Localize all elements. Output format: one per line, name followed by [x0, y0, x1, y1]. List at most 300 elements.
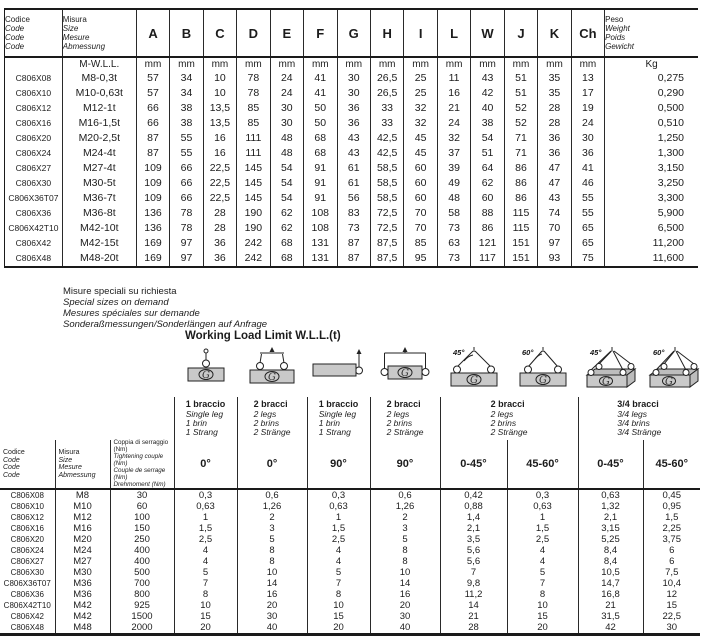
- torque-cell: 60: [110, 501, 174, 512]
- wll-value-cell: 4: [174, 556, 237, 567]
- dim-col-header: J: [504, 9, 537, 57]
- dim-value-cell: 21: [437, 101, 470, 116]
- torque-cell: 1500: [110, 611, 174, 622]
- dim-value-cell: 57: [136, 86, 169, 101]
- size-cell: M42: [55, 611, 110, 622]
- size-cell: M36-7t: [62, 191, 136, 206]
- wll-value-cell: 10: [370, 567, 440, 578]
- dim-value-cell: 190: [237, 221, 270, 236]
- size-cell: M27: [55, 556, 110, 567]
- wll-value-cell: 15: [174, 611, 237, 622]
- wll-value-cell: 22,5: [643, 611, 700, 622]
- dim-value-cell: 36: [203, 251, 236, 267]
- angle-col-header: 45-60°: [507, 440, 578, 489]
- code-cell: C806X42: [10, 612, 44, 622]
- dim-value-cell: 25: [404, 86, 437, 101]
- wll-value-cell: 1,5: [507, 523, 578, 534]
- dim-value-cell: 66: [170, 176, 203, 191]
- dim-value-cell: 65: [571, 236, 604, 251]
- table-row: [5, 131, 699, 146]
- wll-value-cell: 2,5: [507, 534, 578, 545]
- wll-value-cell: 30: [643, 622, 700, 635]
- dim-value-cell: 42: [471, 86, 504, 101]
- wll-value-cell: 2,5: [307, 534, 370, 545]
- wll-value-cell: 2,5: [174, 534, 237, 545]
- weight-cell: 0,500: [605, 101, 698, 116]
- code-cell: C806X20: [10, 535, 44, 545]
- dim-value-cell: 41: [304, 71, 337, 86]
- angle-col-header: 90°: [307, 440, 370, 489]
- torque-cell: 30: [110, 489, 174, 501]
- dim-value-cell: 28: [203, 206, 236, 221]
- dim-value-cell: 66: [170, 161, 203, 176]
- dim-value-cell: 85: [237, 116, 270, 131]
- code-cell: C806X42T10: [3, 601, 51, 611]
- wll-value-cell: 5,6: [440, 545, 507, 556]
- wll-value-cell: 5,6: [440, 556, 507, 567]
- dim-value-cell: 47: [538, 161, 571, 176]
- dimensions-table: [4, 8, 698, 268]
- size-cell: M20-2,5t: [62, 131, 136, 146]
- wll-value-cell: 40: [237, 622, 307, 635]
- wll-value-cell: 4: [307, 556, 370, 567]
- wll-value-cell: 20: [507, 622, 578, 635]
- code-cell: C806X30: [15, 178, 52, 188]
- angle-col-header: 0°: [237, 440, 307, 489]
- wll-value-cell: 7: [174, 578, 237, 589]
- dim-col-header: K: [538, 9, 571, 57]
- wll-value-cell: 20: [370, 600, 440, 611]
- size-cell: M12-1t: [62, 101, 136, 116]
- dim-value-cell: 71: [504, 146, 537, 161]
- codice-header: Codice Code Code Code: [5, 9, 63, 57]
- peso-header: Peso Weight Poids Gewicht: [605, 9, 698, 57]
- dim-value-cell: 55: [170, 131, 203, 146]
- dim-value-cell: 33: [370, 116, 403, 131]
- dim-col-header: G: [337, 9, 370, 57]
- dim-value-cell: 74: [538, 206, 571, 221]
- size-cell: M30-5t: [62, 176, 136, 191]
- dim-value-cell: 38: [471, 116, 504, 131]
- dim-value-cell: 73: [337, 221, 370, 236]
- dim-value-cell: 115: [504, 221, 537, 236]
- weight-cell: 1,300: [605, 146, 698, 161]
- dim-value-cell: 93: [538, 251, 571, 267]
- dim-col-header: C: [203, 9, 236, 57]
- size-cell: M30: [55, 567, 110, 578]
- dim-value-cell: 11: [437, 71, 470, 86]
- dim-value-cell: 26,5: [370, 86, 403, 101]
- dim-value-cell: 109: [136, 176, 169, 191]
- weight-cell: 0,290: [605, 86, 698, 101]
- dim-value-cell: 109: [136, 161, 169, 176]
- dim-value-cell: 72,5: [370, 221, 403, 236]
- dim-value-cell: 30: [270, 101, 303, 116]
- table-row: [5, 206, 699, 221]
- dim-value-cell: 24: [270, 71, 303, 86]
- wll-value-cell: 11,2: [440, 589, 507, 600]
- dim-value-cell: 22,5: [203, 191, 236, 206]
- wll-value-cell: 20: [307, 622, 370, 635]
- wll-value-cell: 1: [507, 512, 578, 523]
- dim-value-cell: 145: [237, 161, 270, 176]
- dim-value-cell: 51: [504, 71, 537, 86]
- dim-value-cell: 32: [404, 101, 437, 116]
- size-cell: M10-0,63t: [62, 86, 136, 101]
- size-cell: M16: [55, 523, 110, 534]
- code-cell: C806X42T10: [8, 223, 59, 233]
- wll-value-cell: 0,6: [370, 489, 440, 501]
- dim-value-cell: 34: [170, 71, 203, 86]
- svg-text:G: G: [538, 375, 547, 386]
- table-row: [0, 501, 700, 512]
- dim-value-cell: 62: [270, 206, 303, 221]
- dim-value-cell: 83: [337, 206, 370, 221]
- table-row: [0, 534, 700, 545]
- dim-col-header: E: [270, 9, 303, 57]
- dim-value-cell: 91: [304, 161, 337, 176]
- dim-value-cell: 86: [504, 176, 537, 191]
- svg-text:G: G: [469, 375, 478, 386]
- wll-value-cell: 16: [237, 589, 307, 600]
- dim-value-cell: 52: [504, 101, 537, 116]
- dim-value-cell: 36: [538, 146, 571, 161]
- svg-text:45°: 45°: [452, 348, 464, 357]
- misura-header: Misura Size Mesure Abmessung: [62, 9, 136, 57]
- sling-single-leg-90deg-icon: [309, 346, 369, 392]
- table-row: [5, 236, 699, 251]
- dim-col-header: I: [404, 9, 437, 57]
- codice-header: Codice Code Code Code: [0, 440, 55, 489]
- size-cell: M36: [55, 589, 110, 600]
- wll-value-cell: 1,4: [440, 512, 507, 523]
- dim-value-cell: 30: [337, 86, 370, 101]
- wll-value-cell: 31,5: [578, 611, 643, 622]
- wll-value-cell: 40: [370, 622, 440, 635]
- dim-value-cell: 91: [304, 191, 337, 206]
- angle-header-row: [0, 440, 700, 489]
- dim-value-cell: 62: [471, 176, 504, 191]
- dim-value-cell: 87: [337, 236, 370, 251]
- dim-value-cell: 33: [370, 101, 403, 116]
- dim-value-cell: 19: [571, 101, 604, 116]
- dim-value-cell: 52: [504, 116, 537, 131]
- sling-two-legs-45deg-icon: [444, 346, 504, 392]
- wll-value-cell: 0,6: [237, 489, 307, 501]
- code-cell: C806X12: [10, 513, 44, 523]
- dim-value-cell: 22,5: [203, 161, 236, 176]
- dim-value-cell: 38: [170, 101, 203, 116]
- angle-col-header: 45-60°: [643, 440, 700, 489]
- dim-value-cell: 68: [304, 146, 337, 161]
- wll-value-cell: 15: [643, 600, 700, 611]
- wll-value-cell: 1: [307, 512, 370, 523]
- dim-value-cell: 86: [471, 221, 504, 236]
- dim-value-cell: 85: [237, 101, 270, 116]
- size-cell: M27-4t: [62, 161, 136, 176]
- dim-value-cell: 88: [471, 206, 504, 221]
- dim-col-header: Ch: [571, 9, 604, 57]
- dim-col-header: L: [437, 9, 470, 57]
- wll-value-cell: 9,8: [440, 578, 507, 589]
- dim-value-cell: 66: [136, 101, 169, 116]
- size-cell: M16-1,5t: [62, 116, 136, 131]
- dim-value-cell: 32: [437, 131, 470, 146]
- dimensions-header-row: [5, 9, 699, 57]
- dim-value-cell: 36: [337, 101, 370, 116]
- dim-value-cell: 10: [203, 86, 236, 101]
- dim-value-cell: 65: [571, 221, 604, 236]
- wll-value-cell: 0,45: [643, 489, 700, 501]
- code-cell: C806X24: [10, 546, 44, 556]
- wll-value-cell: 2: [237, 512, 307, 523]
- table-row: [5, 71, 699, 86]
- dim-value-cell: 85: [404, 236, 437, 251]
- dim-value-cell: 58,5: [370, 191, 403, 206]
- dim-value-cell: 42,5: [370, 146, 403, 161]
- dim-value-cell: 35: [538, 86, 571, 101]
- wll-value-cell: 16,8: [578, 589, 643, 600]
- dim-value-cell: 87: [337, 251, 370, 267]
- dim-value-cell: 47: [538, 176, 571, 191]
- dim-value-cell: 46: [571, 176, 604, 191]
- dim-value-cell: 36: [337, 116, 370, 131]
- dim-value-cell: 55: [170, 146, 203, 161]
- dim-value-cell: 48: [437, 191, 470, 206]
- dim-value-cell: 57: [136, 71, 169, 86]
- torque-cell: 150: [110, 523, 174, 534]
- code-cell: C806X08: [10, 491, 44, 501]
- size-cell: M42: [55, 600, 110, 611]
- group-label-two-legs-angled: 2 bracci 2 legs 2 brins 2 Stränge: [440, 397, 578, 440]
- size-cell: M36-8t: [62, 206, 136, 221]
- size-cell: M42-10t: [62, 221, 136, 236]
- dim-value-cell: 131: [304, 251, 337, 267]
- dim-value-cell: 37: [437, 146, 470, 161]
- table-row: [0, 622, 700, 635]
- size-cell: M20: [55, 534, 110, 545]
- dim-value-cell: 111: [237, 146, 270, 161]
- code-cell: C806X36: [10, 590, 44, 600]
- wll-value-cell: 0,3: [174, 489, 237, 501]
- wll-value-cell: 4: [507, 545, 578, 556]
- dim-value-cell: 22,5: [203, 176, 236, 191]
- wll-value-cell: 10,5: [578, 567, 643, 578]
- weight-cell: 0,275: [605, 71, 698, 86]
- torque-cell: 100: [110, 512, 174, 523]
- dim-value-cell: 95: [404, 251, 437, 267]
- dim-value-cell: 87: [136, 131, 169, 146]
- torque-cell: 250: [110, 534, 174, 545]
- svg-text:G: G: [601, 376, 610, 388]
- dim-value-cell: 51: [471, 146, 504, 161]
- units-row: M-W.L.L. mm mm mm mm mm mm mm mm mm mm mm mm mm mm Kg: [5, 57, 699, 71]
- size-cell: M10: [55, 501, 110, 512]
- sling-single-leg-0deg-icon: [178, 346, 234, 392]
- dim-value-cell: 97: [170, 251, 203, 267]
- wll-value-cell: 15: [507, 611, 578, 622]
- dim-value-cell: 43: [471, 71, 504, 86]
- dim-value-cell: 30: [571, 131, 604, 146]
- dim-value-cell: 131: [304, 236, 337, 251]
- dim-value-cell: 16: [437, 86, 470, 101]
- wll-value-cell: 0,3: [507, 489, 578, 501]
- table-row: [0, 578, 700, 589]
- sling-multi-legs-45deg-icon: [580, 346, 642, 392]
- code-cell: C806X20: [15, 133, 52, 143]
- dim-value-cell: 48: [270, 131, 303, 146]
- dim-value-cell: 86: [504, 191, 537, 206]
- wll-value-cell: 5: [370, 534, 440, 545]
- group-label-single-leg-90: 1 braccio Single leg 1 brin 1 Strang: [307, 397, 370, 440]
- table-row: [5, 221, 699, 236]
- svg-text:G: G: [401, 368, 409, 379]
- wll-value-cell: 5: [307, 567, 370, 578]
- wll-value-cell: 12: [643, 589, 700, 600]
- code-cell: C806X16: [10, 524, 44, 534]
- dim-value-cell: 136: [136, 206, 169, 221]
- wll-value-cell: 1,26: [370, 501, 440, 512]
- wll-value-cell: 7,5: [643, 567, 700, 578]
- svg-text:G: G: [268, 372, 276, 383]
- wll-value-cell: 3: [237, 523, 307, 534]
- wll-value-cell: 14: [370, 578, 440, 589]
- dim-value-cell: 35: [538, 71, 571, 86]
- wll-value-cell: 8: [174, 589, 237, 600]
- wll-value-cell: 10: [307, 600, 370, 611]
- dim-value-cell: 26,5: [370, 71, 403, 86]
- wll-value-cell: 2,25: [643, 523, 700, 534]
- wll-value-cell: 8: [370, 545, 440, 556]
- weight-cell: 1,250: [605, 131, 698, 146]
- dim-value-cell: 169: [136, 236, 169, 251]
- code-cell: C806X42: [15, 238, 52, 248]
- dim-value-cell: 68: [270, 251, 303, 267]
- sling-two-legs-90deg-icon: [375, 346, 435, 392]
- dim-value-cell: 56: [337, 191, 370, 206]
- wll-value-cell: 2,1: [578, 512, 643, 523]
- dim-value-cell: 151: [504, 236, 537, 251]
- wll-value-cell: 2,1: [440, 523, 507, 534]
- wll-value-cell: 0,63: [174, 501, 237, 512]
- svg-text:60°: 60°: [521, 348, 533, 357]
- code-cell: C806X16: [15, 118, 52, 128]
- code-cell: C806X36: [15, 208, 52, 218]
- wll-value-cell: 5: [507, 567, 578, 578]
- table-row: [5, 161, 699, 176]
- dim-value-cell: 10: [203, 71, 236, 86]
- weight-cell: 6,500: [605, 221, 698, 236]
- torque-cell: 2000: [110, 622, 174, 635]
- wll-value-cell: 8,4: [578, 545, 643, 556]
- code-cell: C806X08: [15, 73, 52, 83]
- dim-value-cell: 78: [237, 86, 270, 101]
- code-cell: C806X10: [10, 502, 44, 512]
- dim-value-cell: 60: [404, 161, 437, 176]
- wll-value-cell: 14: [237, 578, 307, 589]
- wll-value-cell: 0,42: [440, 489, 507, 501]
- dim-value-cell: 41: [304, 86, 337, 101]
- wll-value-cell: 7: [507, 578, 578, 589]
- wll-value-cell: 15: [307, 611, 370, 622]
- dim-value-cell: 24: [270, 86, 303, 101]
- sling-multi-legs-60deg-icon: [643, 346, 705, 392]
- dim-value-cell: 50: [304, 116, 337, 131]
- wll-value-cell: 42: [578, 622, 643, 635]
- dim-value-cell: 64: [471, 161, 504, 176]
- dim-value-cell: 145: [237, 191, 270, 206]
- dim-value-cell: 17: [571, 86, 604, 101]
- dim-value-cell: 242: [237, 236, 270, 251]
- wll-value-cell: 0,63: [307, 501, 370, 512]
- misura-header: Misura Size Mesure Abmessung: [55, 440, 110, 489]
- dim-value-cell: 109: [136, 191, 169, 206]
- dim-value-cell: 117: [471, 251, 504, 267]
- dim-value-cell: 40: [471, 101, 504, 116]
- torque-cell: 800: [110, 589, 174, 600]
- code-cell: C806X12: [15, 103, 52, 113]
- dim-value-cell: 78: [170, 206, 203, 221]
- table-row: [0, 556, 700, 567]
- special-sizes-note: Misure speciali su richiesta Special sizes on demand Mesures spéciales sur demande Sonderaßmessungen/Sonderlängen auf Anfrage: [63, 286, 268, 330]
- wll-value-cell: 10,4: [643, 578, 700, 589]
- group-label-two-legs-90: 2 bracci 2 legs 2 brins 2 Stränge: [370, 397, 440, 440]
- weight-cell: 11,200: [605, 236, 698, 251]
- weight-cell: 11,600: [605, 251, 698, 267]
- code-cell: C806X48: [10, 623, 44, 633]
- dim-value-cell: 58: [437, 206, 470, 221]
- dim-value-cell: 73: [437, 251, 470, 267]
- dim-value-cell: 50: [304, 101, 337, 116]
- wll-value-cell: 4: [174, 545, 237, 556]
- wll-value-cell: 10: [237, 567, 307, 578]
- size-cell: M48-20t: [62, 251, 136, 267]
- dim-value-cell: 49: [437, 176, 470, 191]
- dim-value-cell: 42,5: [370, 131, 403, 146]
- dim-value-cell: 25: [404, 71, 437, 86]
- dim-value-cell: 34: [170, 86, 203, 101]
- wll-value-cell: 1,5: [174, 523, 237, 534]
- torque-header: Coppia di serraggio (Nm) Tightening couple (Nm) Couple de serrage (Nm) Drehmoment (Nm): [110, 440, 174, 489]
- svg-text:45°: 45°: [589, 348, 601, 357]
- dim-value-cell: 54: [270, 161, 303, 176]
- dim-value-cell: 242: [237, 251, 270, 267]
- table-row: [5, 176, 699, 191]
- code-cell: C806X27: [10, 557, 44, 567]
- dim-value-cell: 54: [270, 176, 303, 191]
- wll-value-cell: 8,4: [578, 556, 643, 567]
- dim-value-cell: 38: [170, 116, 203, 131]
- dim-value-cell: 28: [538, 116, 571, 131]
- dim-value-cell: 108: [304, 206, 337, 221]
- group-label-single-leg-0: 1 braccio Single leg 1 brin 1 Strang: [174, 397, 237, 440]
- angle-col-header: 0°: [174, 440, 237, 489]
- wll-value-cell: 3,15: [578, 523, 643, 534]
- sling-icons-row: [0, 345, 700, 397]
- dim-value-cell: 24: [571, 116, 604, 131]
- group-label-two-legs-0: 2 bracci 2 legs 2 brins 2 Stränge: [237, 397, 307, 440]
- dim-col-header: B: [170, 9, 203, 57]
- wll-value-cell: 0,63: [578, 489, 643, 501]
- dim-value-cell: 13: [571, 71, 604, 86]
- dim-value-cell: 87,5: [370, 236, 403, 251]
- code-cell: C806X36T07: [8, 193, 59, 203]
- wll-value-cell: 1,26: [237, 501, 307, 512]
- wll-value-cell: 16: [370, 589, 440, 600]
- wll-value-cell: 30: [237, 611, 307, 622]
- dim-value-cell: 60: [404, 176, 437, 191]
- dim-value-cell: 39: [437, 161, 470, 176]
